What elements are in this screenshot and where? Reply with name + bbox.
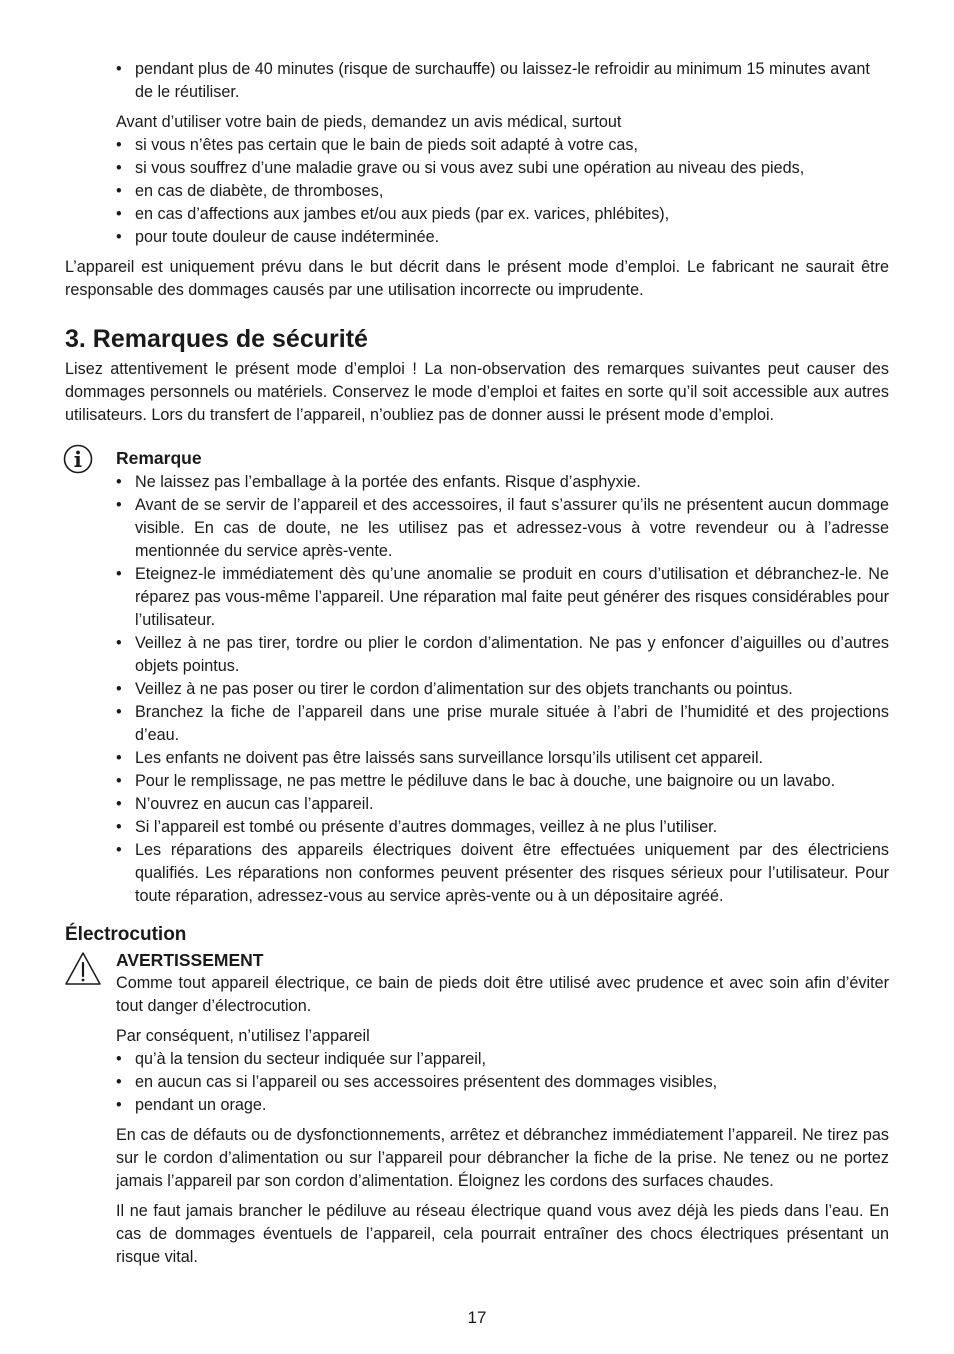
electrocution-paragraph-2: Il ne faut jamais brancher le pédiluve au réseau électrique quand vous avez déjà les pieds dans l’eau. En cas de dommages éventuels de l’appareil, cela pourrait entraîner des chocs électriques présentant un risque vital. bbox=[116, 1202, 889, 1266]
section-title: 3. Remarques de sécurité bbox=[65, 325, 368, 353]
list-item: • Si l’appareil est tombé ou présente d’autres dommages, veillez à ne plus l’utiliser. bbox=[116, 816, 889, 839]
list-item: • en aucun cas si l’appareil ou ses accessoires présentent des dommages visibles, bbox=[116, 1071, 889, 1094]
list-item: • si vous souffrez d’une maladie grave ou si vous avez subi une opération au niveau des pieds, bbox=[116, 157, 889, 180]
info-icon bbox=[63, 444, 93, 474]
warning-text: Comme tout appareil électrique, ce bain de pieds doit être utilisé avec prudence et avec soin afin d’éviter tout danger d’électrocution. bbox=[116, 974, 889, 1015]
list-item: • Veillez à ne pas tirer, tordre ou plier le cordon d’alimentation. Ne pas y enfoncer d’aiguilles ou d’autres objets pointus. bbox=[116, 632, 889, 678]
list-item: • Les enfants ne doivent pas être laissés sans surveillance lorsqu’ils utilisent cet appareil. bbox=[116, 747, 889, 770]
warning-block bbox=[65, 948, 889, 1018]
note-title: Remarque bbox=[116, 448, 202, 468]
electrocution-title: Électrocution bbox=[65, 924, 187, 945]
electrocution-paragraph-1: En cas de défauts ou de dysfonctionnements, arrêtez et débranchez immédiatement l’appareil. Ne tirez pas sur le cordon d’alimentation ou sur l’appareil pour débrancher la fiche de la prise. Ne tenez ou ne portez jamais l’appareil par son cordon d’alimentation. Éloignez les cordons des surfaces chaudes. bbox=[116, 1126, 889, 1190]
document-page bbox=[65, 58, 889, 1269]
list-item: • N’ouvrez en aucun cas l’appareil. bbox=[116, 793, 889, 816]
list-item: • Veillez à ne pas poser ou tirer le cordon d’alimentation sur des objets tranchants ou pointus. bbox=[116, 678, 889, 701]
list-item: • qu’à la tension du secteur indiquée sur l’appareil, bbox=[116, 1048, 889, 1071]
intro-bullet-list bbox=[116, 58, 889, 104]
warning-triangle-icon bbox=[64, 951, 102, 987]
list-item: • Pour le remplissage, ne pas mettre le pédiluve dans le bac à douche, une baignoire ou un lavabo. bbox=[116, 770, 889, 793]
list-item: • pour toute douleur de cause indéterminée. bbox=[116, 226, 889, 249]
list-item: • Les réparations des appareils électriques doivent être effectuées uniquement par des électriciens qualifiés. Les réparations non conformes peuvent présenter des risques sérieux pour l’utilisateur. Pour toute réparation, adressez-vous au service après-vente ou à un dépositaire agréé. bbox=[116, 839, 889, 908]
note-header bbox=[65, 445, 889, 471]
list-item: • en cas d’affections aux jambes et/ou aux pieds (par ex. varices, phlébites), bbox=[116, 203, 889, 226]
medical-intro: Avant d’utiliser votre bain de pieds, demandez un avis médical, surtout bbox=[116, 113, 622, 131]
usage-paragraph: L’appareil est uniquement prévu dans le but décrit dans le présent mode d’emploi. Le fabricant ne saurait être responsable des dommages causés par une utilisation incorrecte ou imprudente. bbox=[65, 258, 889, 299]
consequence-intro: Par conséquent, n’utilisez l’appareil bbox=[116, 1027, 370, 1045]
medical-bullet-list bbox=[116, 134, 889, 249]
section-intro: Lisez attentivement le présent mode d’emploi ! La non-observation des remarques suivantes peut causer des dommages personnels ou matériels. Conservez le mode d’emploi et faites en sorte qu’il soit accessible aux autres utilisateurs. Lors du transfert de l’appareil, n’oubliez pas de donner aussi le présent mode d’emploi. bbox=[65, 360, 889, 424]
list-item: • en cas de diabète, de thromboses, bbox=[116, 180, 889, 203]
warning-title: AVERTISSEMENT bbox=[116, 950, 264, 970]
list-item: • Branchez la fiche de l’appareil dans une prise murale située à l’abri de l’humidité et des projections d’eau. bbox=[116, 701, 889, 747]
list-item: • si vous n’êtes pas certain que le bain de pieds soit adapté à votre cas, bbox=[116, 134, 889, 157]
list-item: • Eteignez-le immédiatement dès qu’une anomalie se produit en cours d’utilisation et débranchez-le. Ne réparez pas vous-même l’appareil. Une réparation mal faite peut générer des risques considérables pour l’utilisateur. bbox=[116, 563, 889, 632]
list-item: • pendant plus de 40 minutes (risque de surchauffe) ou laissez-le refroidir au minimum 15 minutes avant de le réutiliser. bbox=[116, 58, 889, 104]
page-number: 17 bbox=[467, 1308, 487, 1327]
list-item: • Avant de se servir de l’appareil et des accessoires, il faut s’assurer qu’ils ne présentent aucun dommage visible. En cas de doute, ne les utilisez pas et adressez-vous à votre revendeur ou à l’adresse mentionnée du service après-vente. bbox=[116, 494, 889, 563]
note-bullet-list bbox=[116, 471, 889, 908]
list-item: • pendant un orage. bbox=[116, 1094, 889, 1117]
list-item: • Ne laissez pas l’emballage à la portée des enfants. Risque d’asphyxie. bbox=[116, 471, 889, 494]
electrocution-bullet-list bbox=[116, 1048, 889, 1117]
